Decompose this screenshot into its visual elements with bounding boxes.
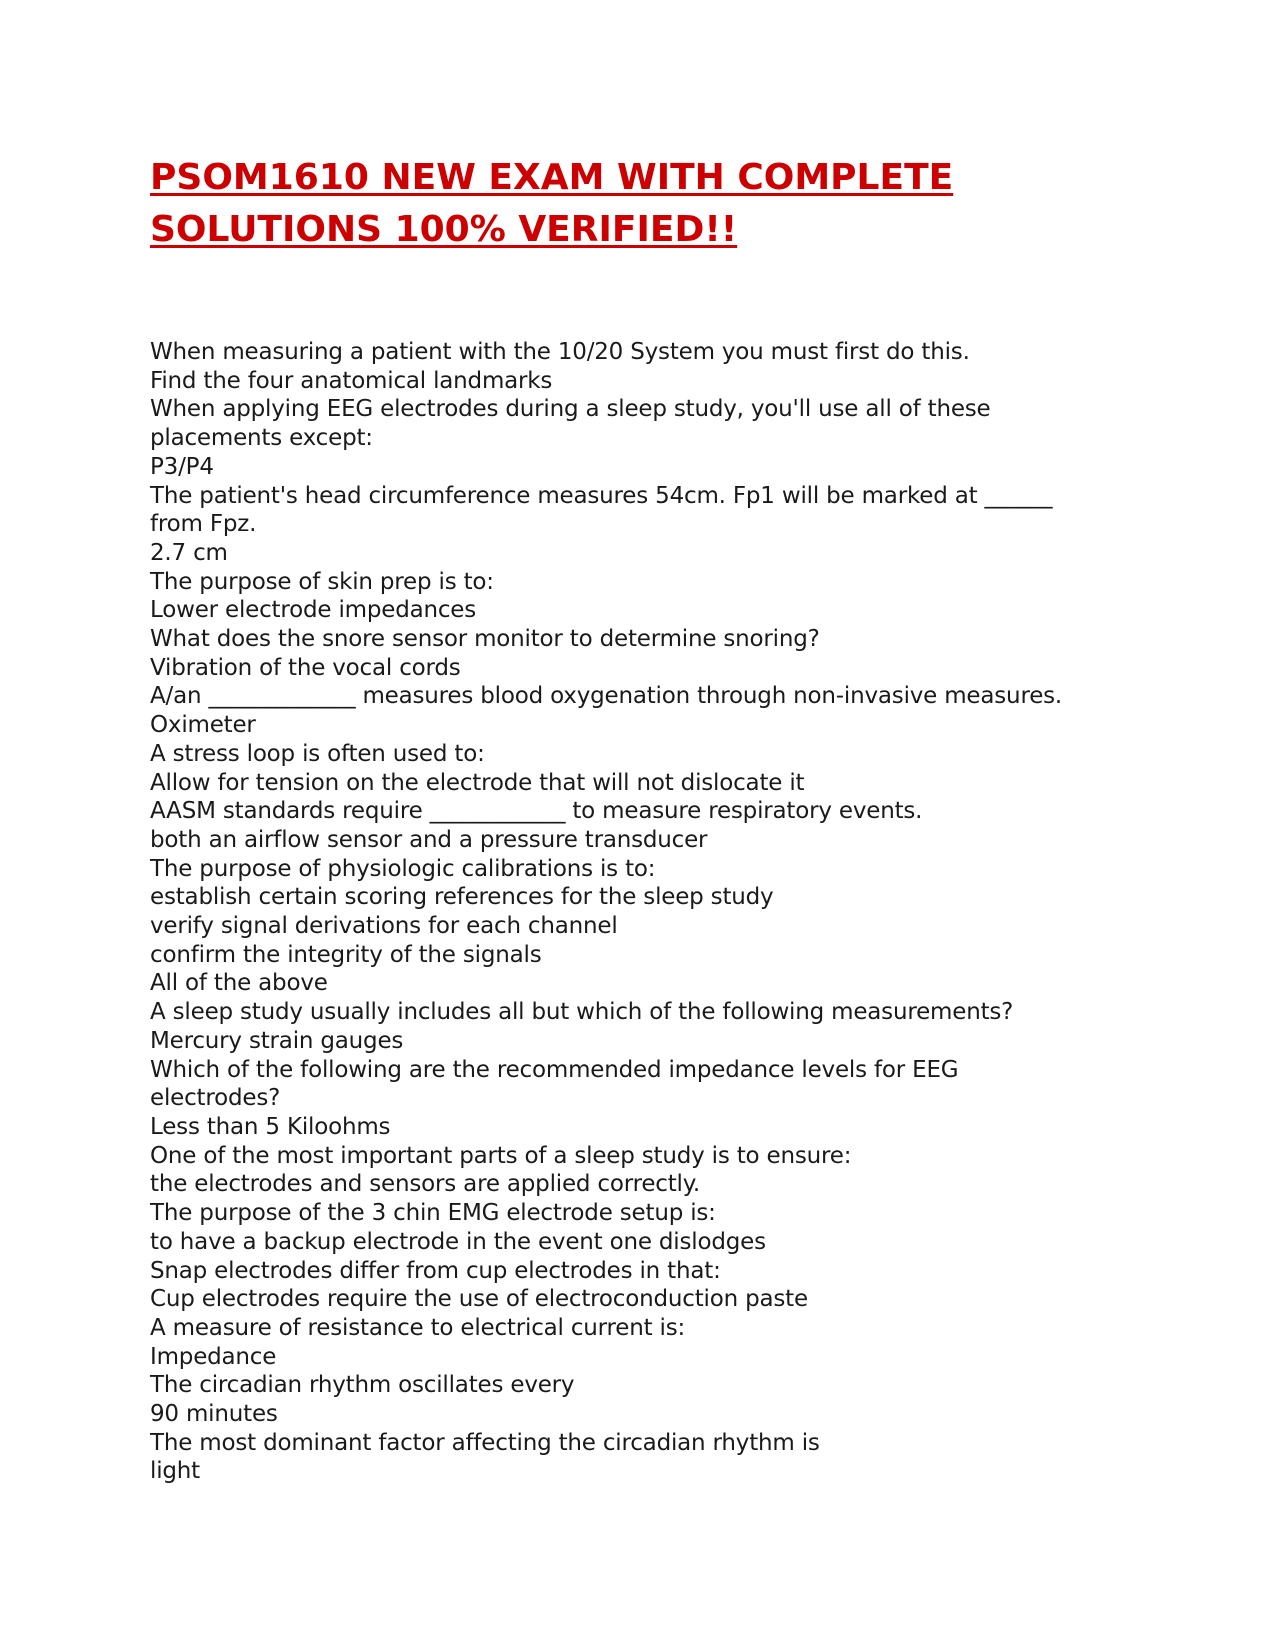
answer-line: the electrodes and sensors are applied correctly. <box>150 1171 700 1198</box>
answer-line: Mercury strain gauges <box>150 1027 404 1054</box>
question-line: A/an _____________ measures blood oxygenation through non-invasive measures. <box>150 683 1063 710</box>
answer-line: All of the above <box>150 970 328 997</box>
question-line: The purpose of physiologic calibrations is to: <box>150 855 656 882</box>
question-line: The purpose of the 3 chin EMG electrode setup is: <box>150 1200 716 1227</box>
answer-line: Allow for tension on the electrode that will not dislocate it <box>150 769 805 796</box>
question-line: What does the snore sensor monitor to determine snoring? <box>150 626 820 653</box>
question-line: A stress loop is often used to: <box>150 740 485 767</box>
question-line: The purpose of skin prep is to: <box>150 568 494 595</box>
document-body <box>150 338 1150 1486</box>
answer-line: Impedance <box>150 1343 277 1370</box>
question-line: A measure of resistance to electrical current is: <box>150 1314 686 1341</box>
question-line: Snap electrodes differ from cup electrodes in that: <box>150 1257 721 1284</box>
question-line: The circadian rhythm oscillates every <box>150 1372 575 1399</box>
answer-line: both an airflow sensor and a pressure transducer <box>150 826 708 853</box>
question-line: Which of the following are the recommended impedance levels for EEG <box>150 1056 959 1083</box>
answer-line: verify signal derivations for each channel <box>150 913 618 940</box>
answer-line: establish certain scoring references for the sleep study <box>150 884 774 911</box>
question-line: The patient's head circumference measures 54cm. Fp1 will be marked at ______ <box>150 482 1053 509</box>
question-line: electrodes? <box>150 1085 281 1112</box>
answer-line: Find the four anatomical landmarks <box>150 367 553 394</box>
question-line: When measuring a patient with the 10/20 System you must first do this. <box>150 339 970 365</box>
answer-line: Oximeter <box>150 712 256 739</box>
answer-line: Lower electrode impedances <box>150 597 477 624</box>
question-line: placements except: <box>150 425 373 452</box>
answer-line: to have a backup electrode in the event one dislodges <box>150 1228 766 1255</box>
document-title <box>150 152 1150 256</box>
answer-line: confirm the integrity of the signals <box>150 941 542 968</box>
answer-line: light <box>150 1458 200 1485</box>
answer-line: Vibration of the vocal cords <box>150 654 461 681</box>
question-line: When applying EEG electrodes during a sleep study, you'll use all of these <box>150 396 991 423</box>
title-line: SOLUTIONS 100% VERIFIED!! <box>150 209 738 250</box>
question-line: One of the most important parts of a sleep study is to ensure: <box>150 1142 852 1169</box>
question-line: A sleep study usually includes all but which of the following measurements? <box>150 999 1014 1026</box>
title-line: PSOM1610 NEW EXAM WITH COMPLETE <box>150 157 954 198</box>
answer-line: P3/P4 <box>150 453 214 480</box>
answer-line: Cup electrodes require the use of electroconduction paste <box>150 1286 808 1313</box>
answer-line: Less than 5 Kiloohms <box>150 1113 391 1140</box>
question-line: AASM standards require ____________ to measure respiratory events. <box>150 798 923 825</box>
answer-line: 2.7 cm <box>150 539 228 566</box>
question-line: from Fpz. <box>150 511 257 538</box>
question-line: The most dominant factor affecting the circadian rhythm is <box>150 1429 820 1456</box>
answer-line: 90 minutes <box>150 1401 278 1428</box>
